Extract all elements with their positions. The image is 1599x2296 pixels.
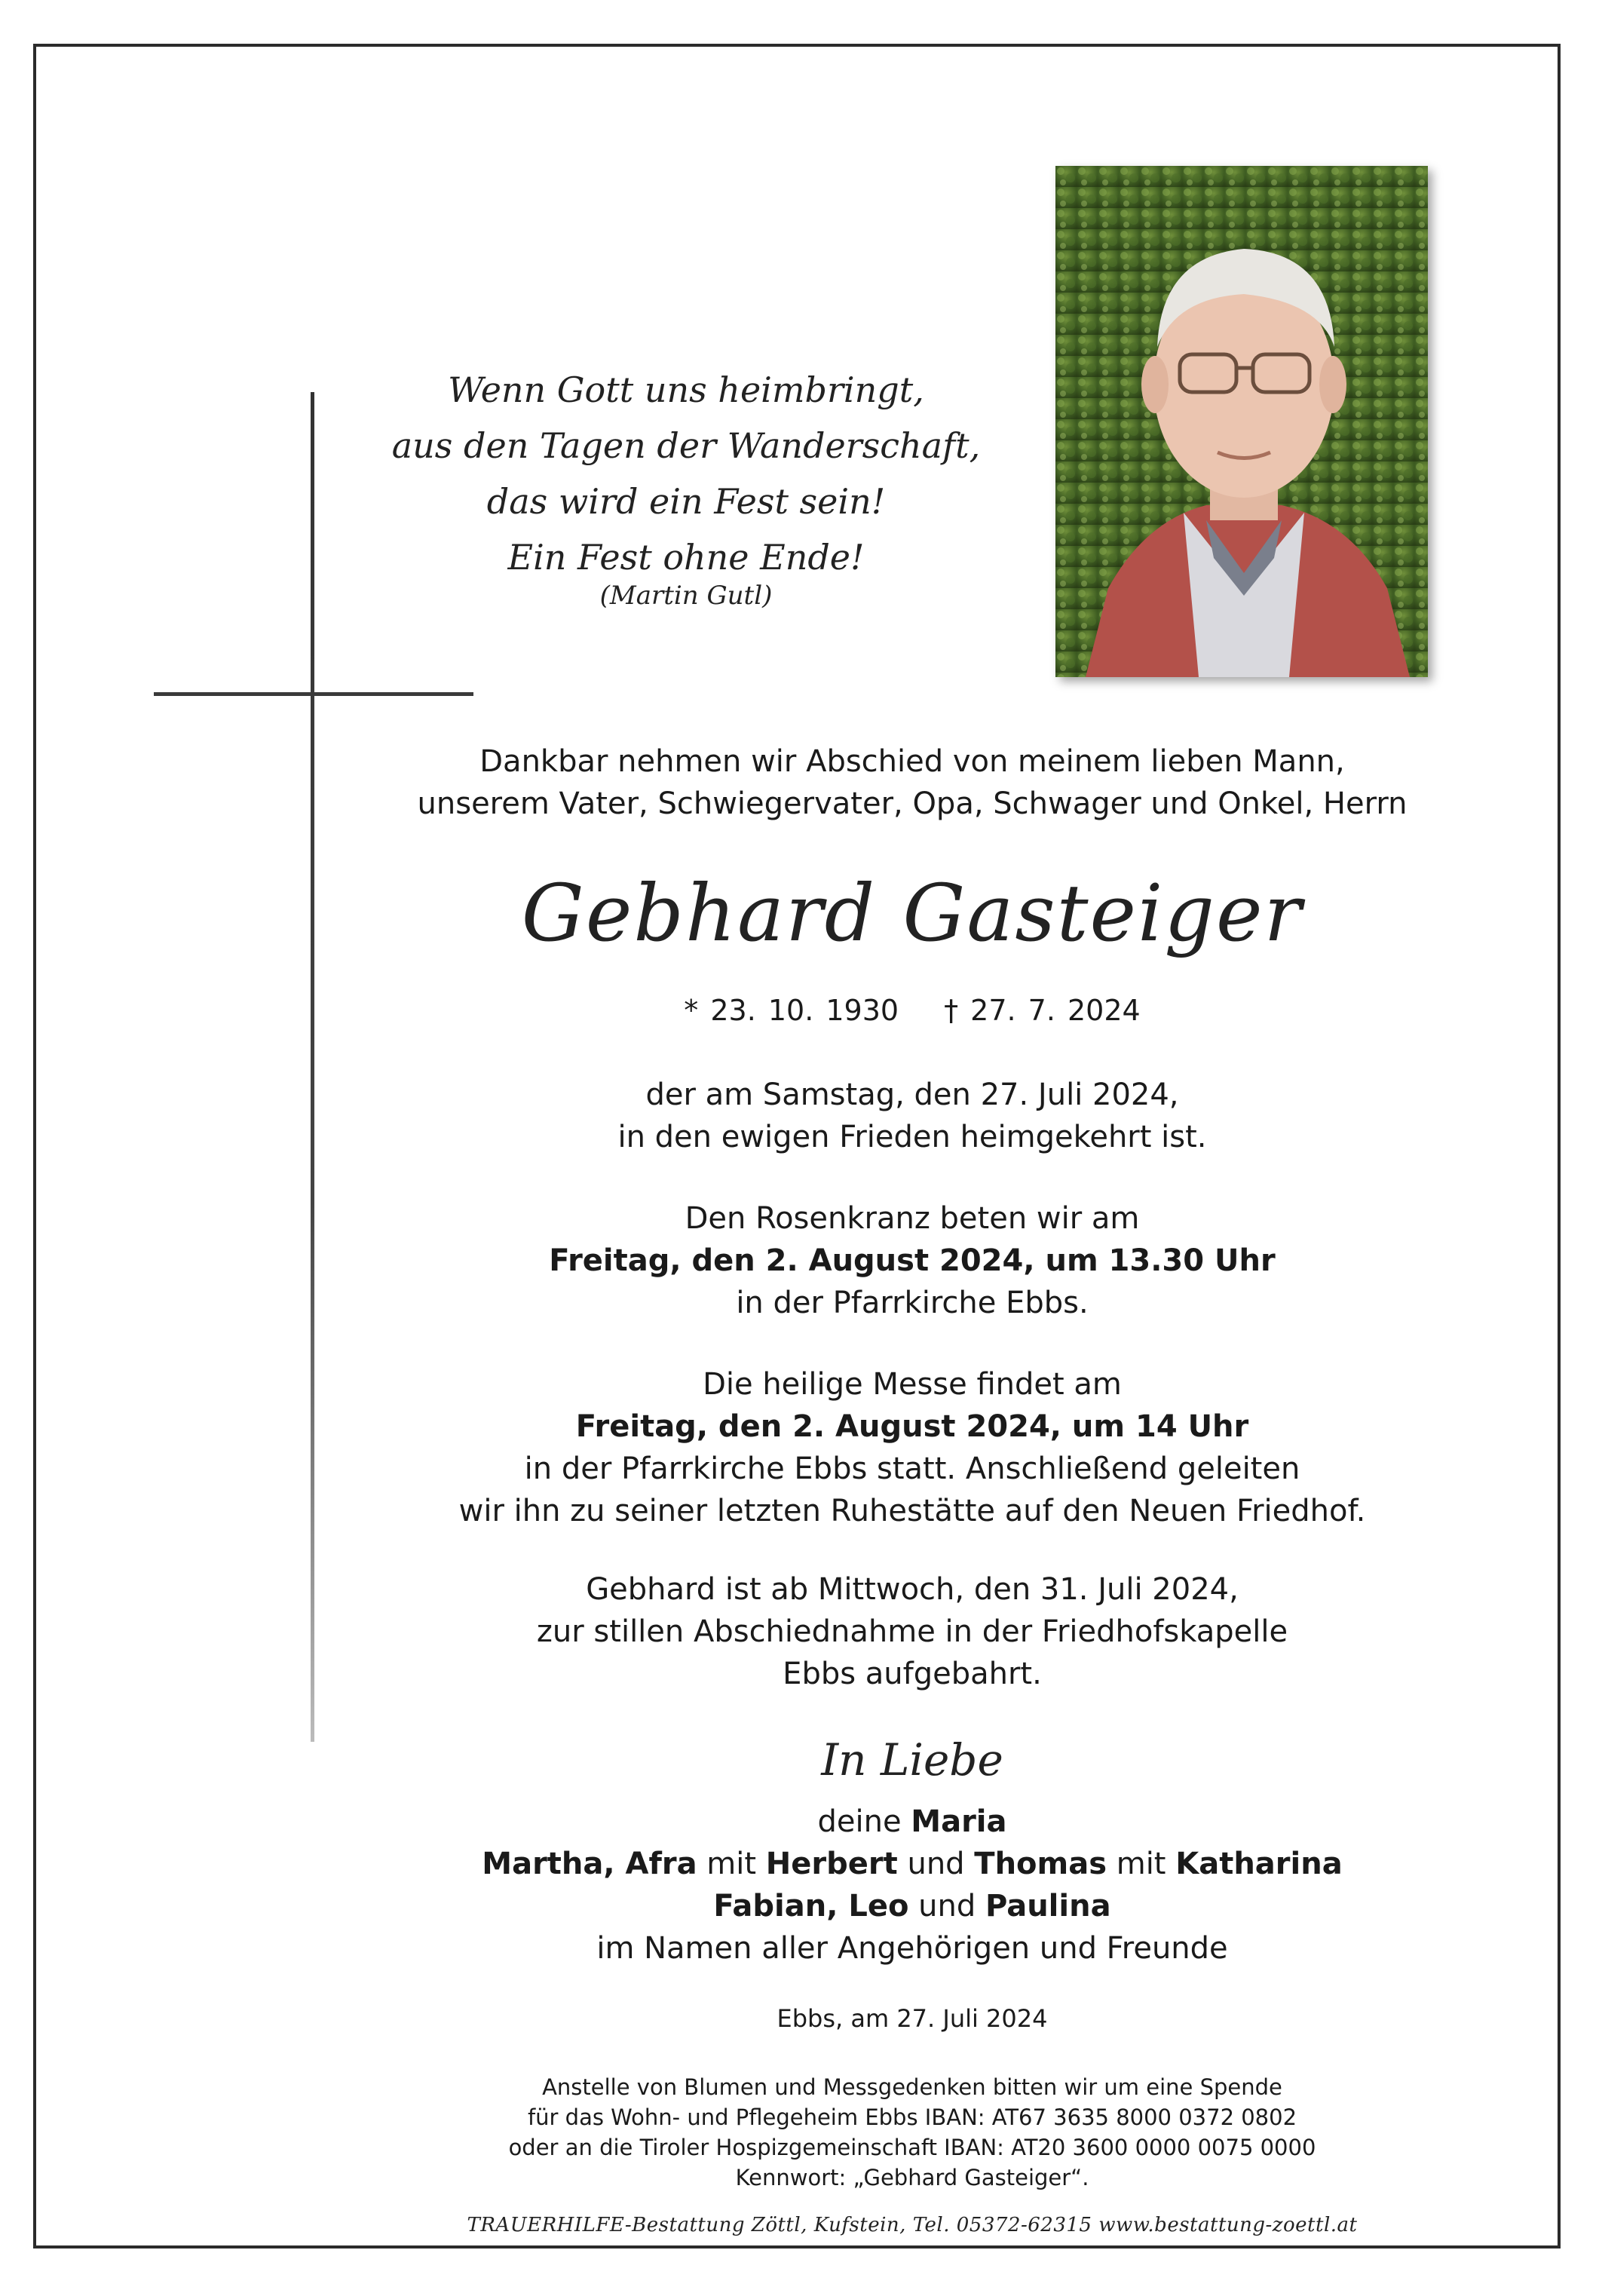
wife-name: Maria bbox=[911, 1804, 1007, 1839]
rosary-paragraph bbox=[332, 1197, 1493, 1324]
rosary-line: Den Rosenkranz beten wir am bbox=[685, 1201, 1140, 1236]
connector: mit bbox=[697, 1847, 766, 1881]
death-date: † 27. 7. 2024 bbox=[944, 994, 1141, 1027]
mourners-others: im Namen aller Angehörigen und Freunde bbox=[596, 1931, 1228, 1966]
spouse-name: Katharina bbox=[1175, 1847, 1343, 1881]
life-dates bbox=[332, 994, 1493, 1027]
mass-datetime: Freitag, den 2. August 2024, um 14 Uhr bbox=[575, 1409, 1249, 1444]
rosary-datetime: Freitag, den 2. August 2024, um 13.30 Uhr bbox=[549, 1243, 1276, 1278]
donation-line: Kennwort: „Gebhard Gasteiger“. bbox=[735, 2165, 1089, 2190]
passing-paragraph bbox=[332, 1074, 1493, 1158]
grandchild-names: Fabian, Leo bbox=[713, 1889, 909, 1924]
connector: und bbox=[897, 1847, 975, 1881]
passing-line: in den ewigen Frieden heimgekehrt ist. bbox=[617, 1120, 1207, 1154]
viewing-paragraph bbox=[332, 1568, 1493, 1695]
donation-notice bbox=[332, 2072, 1493, 2193]
quote-author: (Martin Gutl) bbox=[599, 581, 773, 611]
birth-date: * 23. 10. 1930 bbox=[684, 994, 899, 1027]
donation-line: Anstelle von Blumen und Messgedenken bitten wir um eine Spende bbox=[542, 2074, 1282, 2100]
funeral-home-footer: TRAUERHILFE-Bestattung Zöttl, Kufstein, Tel. 05372-62315 www.bestattung-zoettl.at bbox=[467, 2214, 1358, 2236]
viewing-line: Ebbs aufgebahrt. bbox=[783, 1657, 1042, 1691]
donation-line: oder an die Tiroler Hospizgemeinschaft IBAN: AT20 3600 0000 0075 0000 bbox=[508, 2135, 1316, 2160]
intro-line: Dankbar nehmen wir Abschied von meinem lieben Mann, bbox=[479, 744, 1345, 779]
child-name: Thomas bbox=[974, 1847, 1107, 1881]
cross-vertical-beam bbox=[311, 392, 314, 1742]
portrait-photo bbox=[1055, 166, 1428, 677]
viewing-line: zur stillen Abschiednahme in der Friedhofskapelle bbox=[536, 1614, 1288, 1649]
child-names: Martha, Afra bbox=[482, 1847, 697, 1881]
donation-line: für das Wohn- und Pflegeheim Ebbs IBAN: AT67 3635 8000 0372 0802 bbox=[527, 2104, 1297, 2130]
portrait-image bbox=[1055, 166, 1428, 677]
mass-paragraph bbox=[332, 1363, 1493, 1532]
deceased-name: Gebhard Gasteiger bbox=[521, 867, 1303, 959]
intro-line: unserem Vater, Schwiegervater, Opa, Schwager und Onkel, Herrn bbox=[417, 786, 1408, 821]
quote-line: das wird ein Fest sein! bbox=[486, 481, 886, 522]
mass-line: in der Pfarrkirche Ebbs statt. Anschließend geleiten bbox=[524, 1451, 1300, 1486]
quote-line: Ein Fest ohne Ende! bbox=[507, 537, 865, 578]
viewing-line: Gebhard ist ab Mittwoch, den 31. Juli 2024, bbox=[586, 1572, 1239, 1607]
quote-line: aus den Tagen der Wanderschaft, bbox=[391, 425, 981, 466]
connector: mit bbox=[1107, 1847, 1176, 1881]
in-love-heading: In Liebe bbox=[821, 1734, 1003, 1786]
farewell-intro bbox=[332, 740, 1493, 825]
mass-line: wir ihn zu seiner letzten Ruhestätte auf den Neuen Friedhof. bbox=[458, 1494, 1366, 1528]
place-and-date: Ebbs, am 27. Juli 2024 bbox=[777, 2004, 1048, 2033]
grandchild-name: Paulina bbox=[985, 1889, 1111, 1924]
memorial-quote bbox=[324, 362, 1048, 585]
mass-line: Die heilige Messe findet am bbox=[703, 1367, 1122, 1402]
quote-line: Wenn Gott uns heimbringt, bbox=[448, 369, 924, 410]
mourners-wife bbox=[332, 1801, 1493, 1843]
connector: und bbox=[908, 1889, 985, 1924]
mourners-grandchildren bbox=[332, 1885, 1493, 1927]
passing-line: der am Samstag, den 27. Juli 2024, bbox=[645, 1077, 1179, 1112]
spouse-name: Herbert bbox=[765, 1847, 898, 1881]
cross-horizontal-beam bbox=[154, 692, 473, 696]
wife-prefix: deine bbox=[817, 1804, 911, 1839]
mourners-list bbox=[332, 1801, 1493, 1970]
rosary-line: in der Pfarrkirche Ebbs. bbox=[736, 1286, 1089, 1320]
mourners-children bbox=[332, 1843, 1493, 1885]
